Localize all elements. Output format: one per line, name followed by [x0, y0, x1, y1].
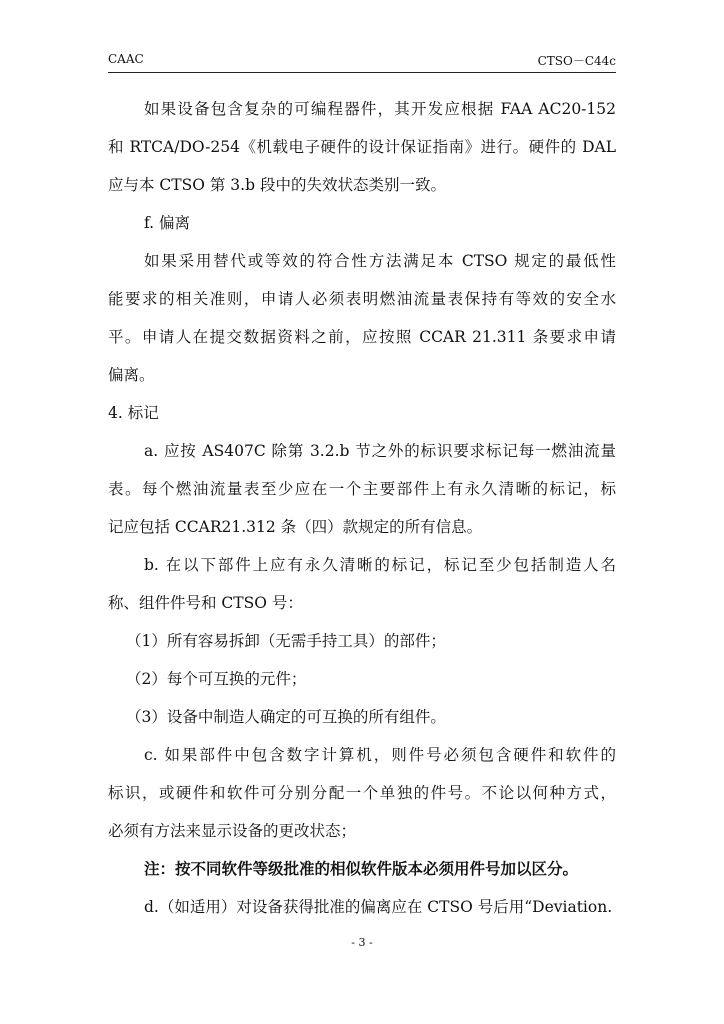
text-line: 如果设备包含复杂的可编程器件，其开发应根据 FAA AC20-152 [144, 100, 616, 118]
note-line: 注：按不同软件等级批准的相似软件版本必须用件号加以区分。 [144, 859, 579, 878]
list-item: （3）设备中制造人确定的可互换的所有组件。 [126, 708, 446, 726]
section-heading: f. 偏离 [144, 214, 191, 232]
text-line: 记应包括 CCAR21.312 条（四）款规定的所有信息。 [108, 518, 483, 536]
text-line: 应与本 CTSO 第 3.b 段中的失效状态类别一致。 [108, 176, 446, 194]
list-item: （2）每个可互换的元件； [126, 670, 307, 688]
text-line: 能要求的相关准则，申请人必须表明燃油流量表保持有等效的安全水 [108, 290, 616, 308]
document-body [108, 90, 616, 926]
section-heading: 4. 标记 [108, 404, 159, 422]
page-header [108, 52, 616, 70]
text-line: 称、组件件号和 CTSO 号： [108, 594, 303, 612]
text-line: 表。每个燃油流量表至少应在一个主要部件上有永久清晰的标记，标 [108, 480, 616, 498]
header-left: CAAC [108, 52, 144, 66]
text-line: c. 如果部件中包含数字计算机，则件号必须包含硬件和软件的 [144, 746, 616, 764]
text-line: 偏离。 [108, 366, 155, 384]
text-line: b. 在以下部件上应有永久清晰的标记，标记至少包括制造人名 [144, 556, 616, 574]
text-line: 必须有方法来显示设备的更改状态； [108, 822, 357, 840]
text-line: 标识，或硬件和软件可分别分配一个单独的件号。不论以何种方式， [108, 784, 616, 802]
header-rule [108, 72, 616, 73]
text-line: a. 应按 AS407C 除第 3.2.b 节之外的标识要求标记每一燃油流量 [144, 442, 616, 460]
header-right: CTSO－C44c [537, 54, 616, 68]
text-line: 如果采用替代或等效的符合性方法满足本 CTSO 规定的最低性 [144, 252, 616, 270]
page-number: - 3 - [351, 936, 373, 949]
text-line: 平。申请人在提交数据资料之前，应按照 CCAR 21.311 条要求申请 [108, 328, 616, 346]
text-line: 和 RTCA/DO-254《机载电子硬件的设计保证指南》进行。硬件的 DAL [108, 138, 616, 156]
text-line: d.（如适用）对设备获得批准的偏离应在 CTSO 号后用“Deviation. [144, 898, 613, 916]
list-item: （1）所有容易拆卸（无需手持工具）的部件； [126, 632, 446, 650]
